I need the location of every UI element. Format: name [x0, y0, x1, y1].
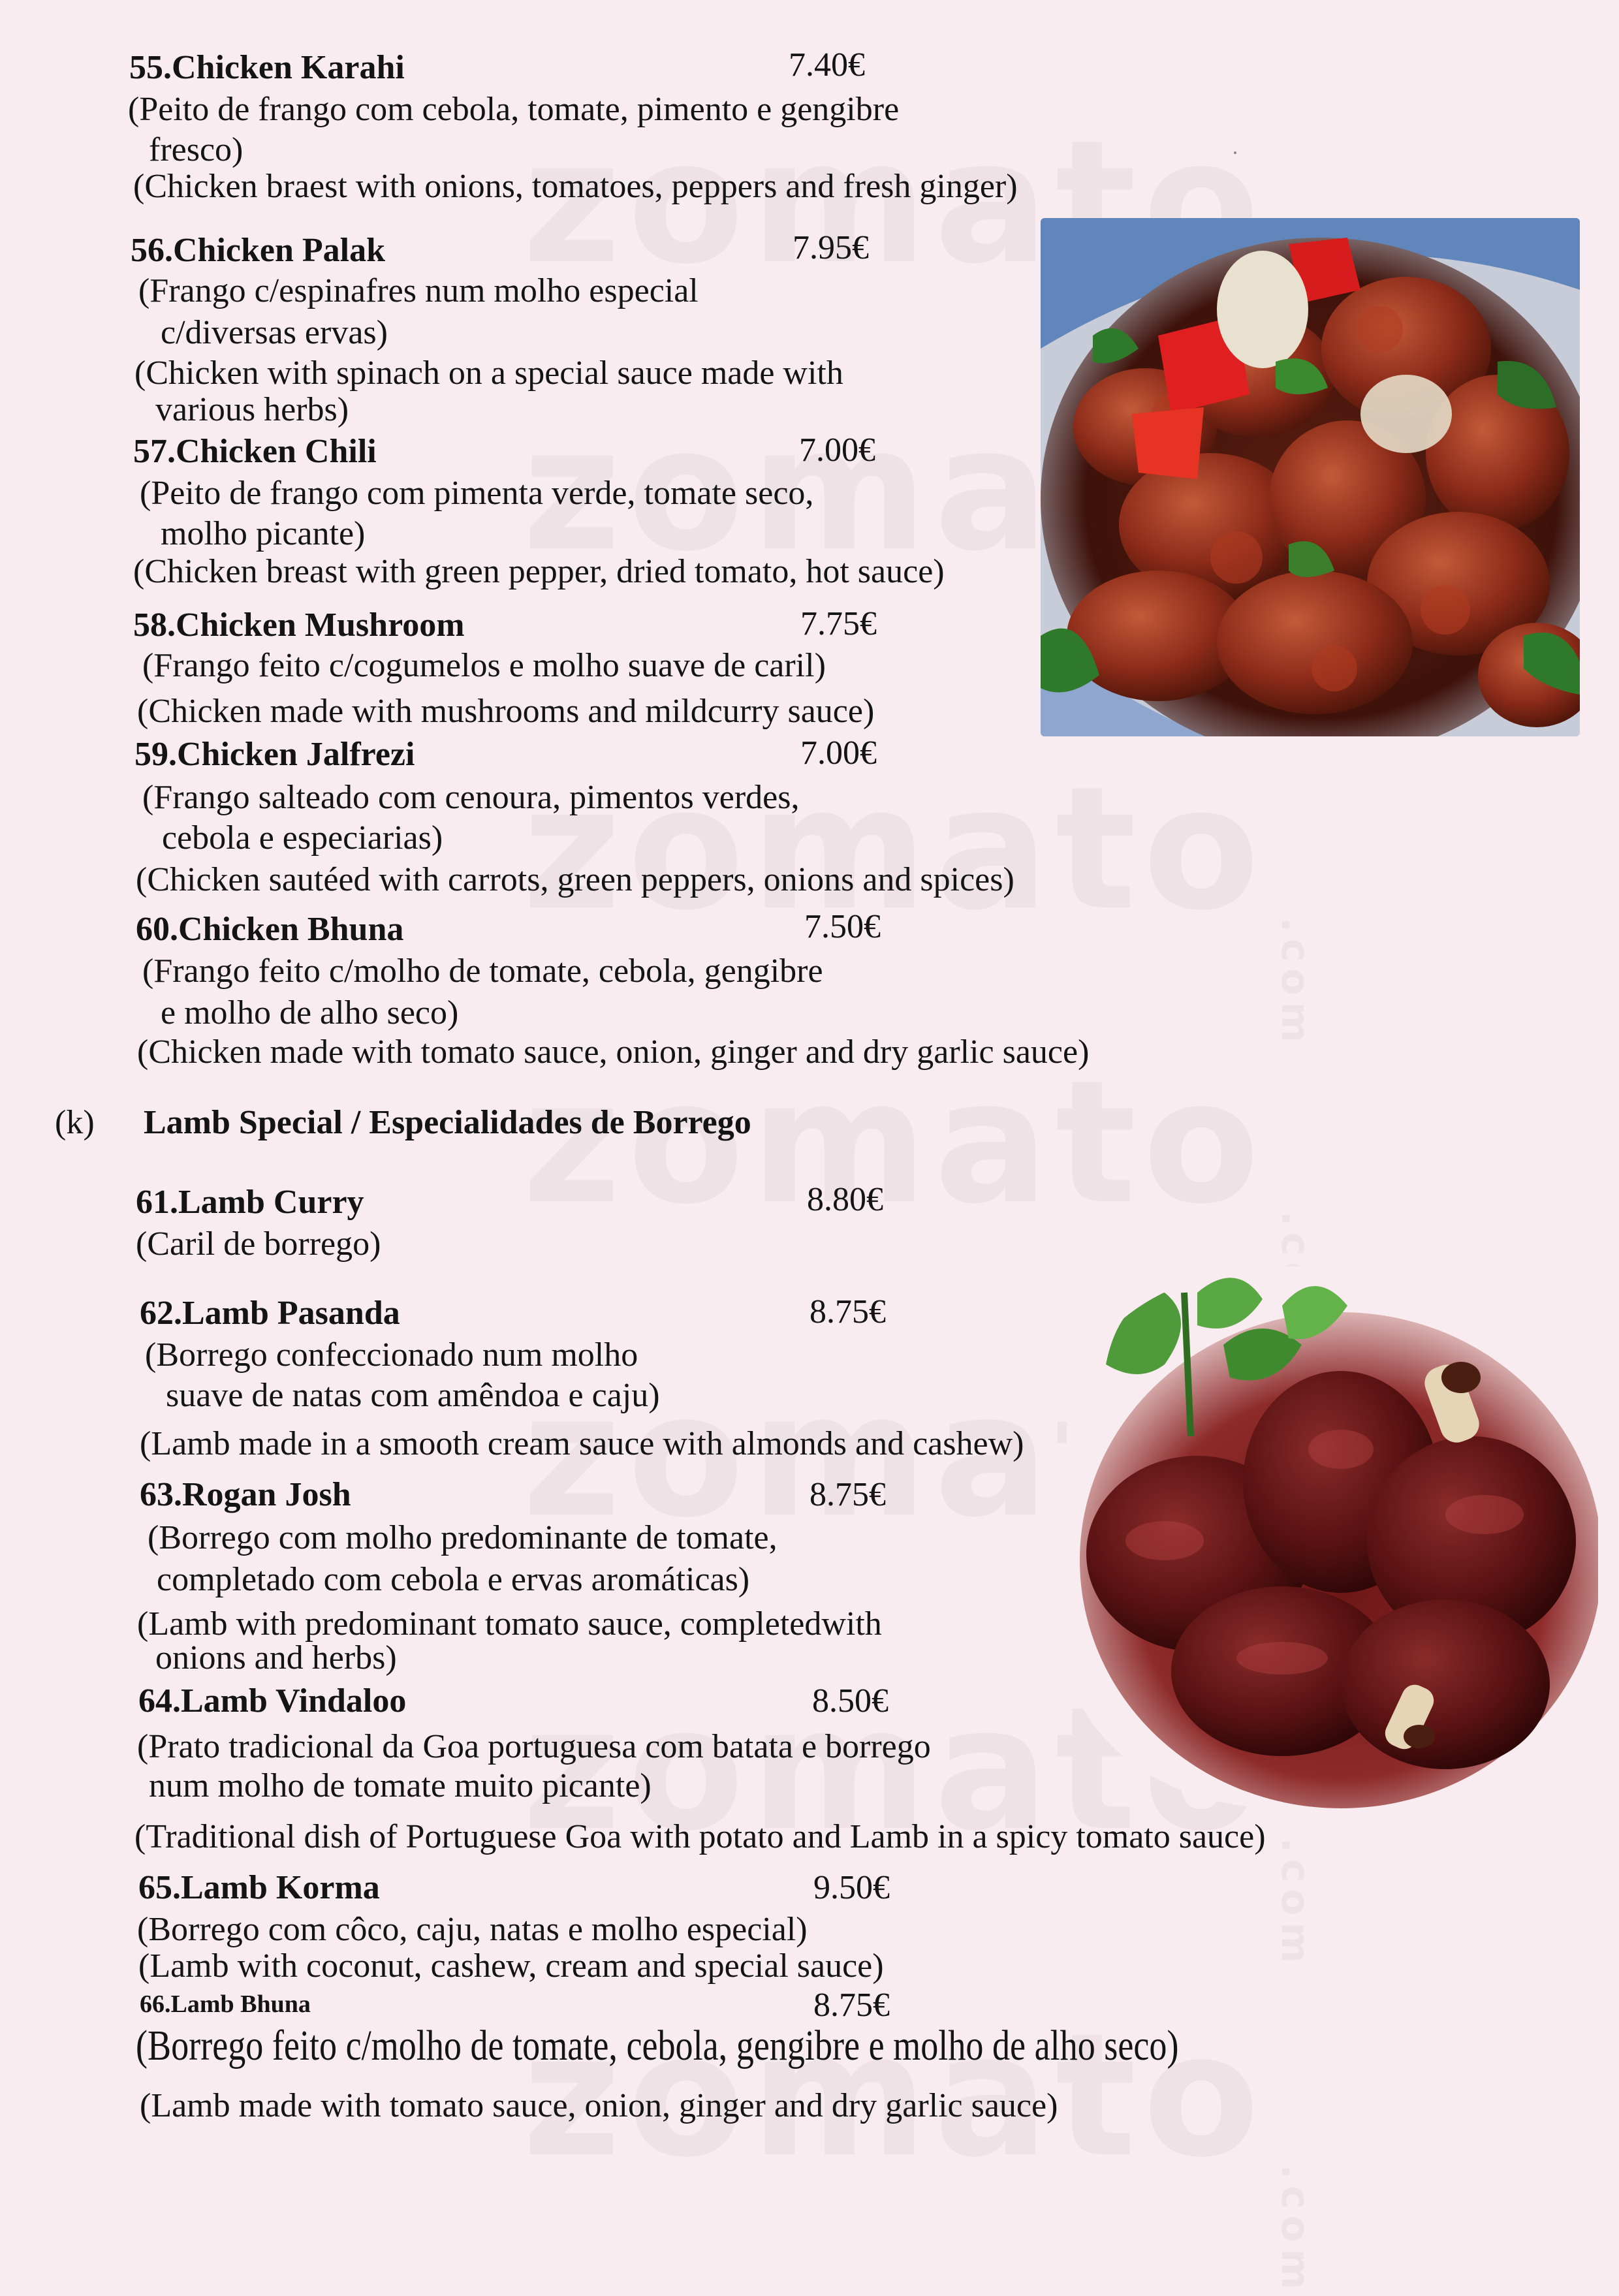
item-name: 59.Chicken Jalfrezi: [134, 736, 415, 773]
item-desc-en: (Lamb made with tomato sauce, onion, ginger and dry garlic sauce): [140, 2087, 1058, 2124]
item-desc-pt: (Borrego com molho predominante de tomate,: [148, 1519, 778, 1556]
item-name: 63.Rogan Josh: [140, 1476, 351, 1513]
item-desc-pt: (Frango feito c/cogumelos e molho suave de caril): [142, 647, 826, 684]
item-name: 60.Chicken Bhuna: [136, 911, 404, 948]
item-price: 7.50€: [804, 908, 881, 945]
item-price: 9.50€: [813, 1869, 890, 1906]
item-desc-en: (Chicken breast with green pepper, dried tomato, hot sauce): [133, 553, 945, 590]
item-desc-pt: molho picante): [161, 515, 366, 552]
item-desc-pt: (Borrego com côco, caju, natas e molho especial): [137, 1911, 808, 1948]
item-desc-pt: (Frango feito c/molho de tomate, cebola, gengibre: [142, 952, 823, 990]
section-marker: (k): [55, 1104, 95, 1141]
item-desc-en: (Lamb with coconut, cashew, cream and special sauce): [138, 1947, 884, 1985]
item-price: 8.75€: [810, 1293, 886, 1330]
item-desc-pt: c/diversas ervas): [161, 314, 388, 351]
item-price: 7.00€: [800, 734, 877, 772]
item-price: 7.95€: [793, 229, 869, 266]
item-desc-pt: (Peito de frango com pimenta verde, tomate seco,: [140, 475, 814, 512]
section-title: Lamb Special / Especialidades de Borrego: [144, 1104, 751, 1141]
item-desc-en: (Chicken made with tomato sauce, onion, ginger and dry garlic sauce): [137, 1033, 1090, 1071]
item-name: 57.Chicken Chili: [133, 433, 377, 470]
item-desc-en: (Chicken made with mushrooms and mildcurry sauce): [137, 693, 875, 730]
item-desc-pt: cebola e especiarias): [162, 819, 443, 857]
item-name: 66.Lamb Bhuna: [140, 1990, 311, 2018]
item-desc-pt: (Caril de borrego): [136, 1225, 381, 1263]
item-price: 7.40€: [789, 46, 865, 84]
chicken-dish-photo: [1041, 218, 1580, 736]
item-desc-en: (Chicken with spinach on a special sauce made with: [134, 354, 843, 392]
item-desc-pt: completado com cebola e ervas aromáticas): [157, 1561, 750, 1598]
item-desc-pt: (Borrego feito c/molho de tomate, cebola, gengibre e molho de alho seco): [136, 2022, 1179, 2069]
item-desc-pt: (Prato tradicional da Goa portuguesa com batata e borrego: [137, 1728, 931, 1765]
item-desc-pt: e molho de alho seco): [161, 994, 459, 1031]
item-name: 55.Chicken Karahi: [129, 49, 405, 86]
item-name: 58.Chicken Mushroom: [133, 606, 465, 644]
item-desc-en: onions and herbs): [155, 1639, 397, 1676]
item-desc-en: (Lamb with predominant tomato sauce, completedwith: [137, 1605, 882, 1643]
item-desc-en: various herbs): [155, 391, 349, 428]
item-price: 8.75€: [813, 1987, 890, 2024]
lamb-dish-photo: [1067, 1266, 1598, 1808]
scan-speck: [1234, 151, 1236, 154]
item-desc-en: (Lamb made in a smooth cream sauce with almonds and cashew): [140, 1425, 1024, 1462]
item-price: 8.80€: [807, 1181, 883, 1218]
item-desc-en: (Traditional dish of Portuguese Goa with potato and Lamb in a spicy tomato sauce): [134, 1818, 1266, 1855]
item-desc-en: (Chicken braest with onions, tomatoes, peppers and fresh ginger): [133, 168, 1018, 205]
item-name: 62.Lamb Pasanda: [140, 1295, 400, 1332]
item-name: 64.Lamb Vindaloo: [138, 1682, 407, 1720]
watermark: [522, 1045, 1404, 1242]
item-desc-pt: (Frango salteado com cenoura, pimentos verdes,: [142, 779, 800, 816]
item-desc-pt: (Peito de frango com cebola, tomate, pimento e gengibre: [128, 91, 900, 128]
item-name: 61.Lamb Curry: [136, 1184, 364, 1221]
item-price: 8.75€: [810, 1476, 886, 1513]
item-desc-pt: fresco): [149, 131, 244, 168]
item-price: 8.50€: [812, 1682, 888, 1720]
item-desc-pt: suave de natas com amêndoa e caju): [166, 1377, 660, 1414]
item-price: 7.75€: [800, 605, 877, 642]
item-desc-pt: (Borrego confeccionado num molho: [145, 1336, 638, 1374]
item-desc-pt: (Frango c/espinafres num molho especial: [138, 272, 699, 309]
item-desc-pt: num molho de tomate muito picante): [149, 1767, 652, 1804]
lamb-dish-image: [1067, 1266, 1598, 1808]
chicken-dish-image: [1041, 218, 1580, 736]
item-name: 65.Lamb Korma: [138, 1869, 380, 1906]
item-name: 56.Chicken Palak: [131, 232, 386, 269]
item-price: 7.00€: [799, 432, 875, 469]
item-desc-en: (Chicken sautéed with carrots, green peppers, onions and spices): [136, 861, 1014, 898]
